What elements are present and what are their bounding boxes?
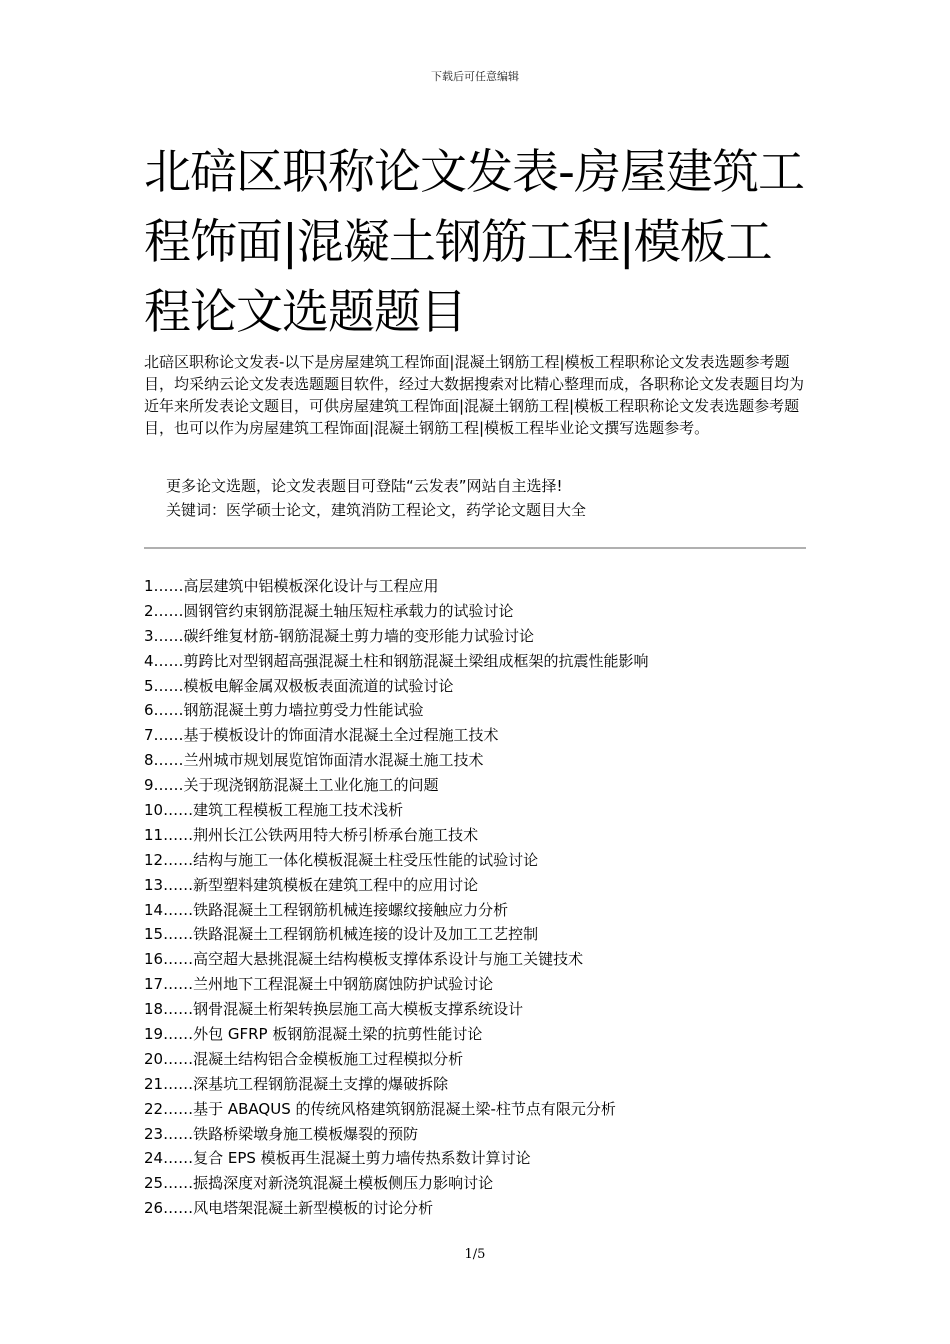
- topic-item: 24……复合 EPS 模板再生混凝土剪力墙传热系数计算讨论: [144, 1149, 531, 1168]
- topic-item: 13……新型塑料建筑模板在建筑工程中的应用讨论: [144, 875, 479, 894]
- topic-item: 21……深基坑工程钢筋混凝土支撑的爆破拆除: [144, 1074, 449, 1093]
- topic-item: 23……铁路桥梁墩身施工模板爆裂的预防: [144, 1124, 419, 1143]
- topic-item: 12……结构与施工一体化模板混凝土柱受压性能的试验讨论: [144, 850, 539, 869]
- topic-item: 3……碳纤维复材筋-钢筋混凝土剪力墙的变形能力试验讨论: [144, 626, 534, 645]
- more-topics-note: 更多论文选题，论文发表题目可登陆“云发表”网站自主选择!: [166, 477, 563, 495]
- topic-item: 2……圆钢管约束钢筋混凝土轴压短柱承载力的试验讨论: [144, 601, 514, 620]
- topic-item: 16……高空超大悬挑混凝土结构模板支撑体系设计与施工关键技术: [144, 950, 584, 969]
- topic-item: 10……建筑工程模板工程施工技术浅析: [144, 801, 404, 820]
- document-title: 北碚区职称论文发表-房屋建筑工程饰面|混凝土钢筋工程|模板工程论文选题题目: [144, 145, 804, 340]
- topic-item: 14……铁路混凝土工程钢筋机械连接螺纹接触应力分析: [144, 900, 509, 919]
- topic-item: 25……振捣深度对新浇筑混凝土模板侧压力影响讨论: [144, 1174, 494, 1193]
- topic-item: 4……剪跨比对型钢超高强混凝土柱和钢筋混凝土梁组成框架的抗震性能影响: [144, 651, 649, 670]
- page-number: 1/5: [464, 1247, 486, 1262]
- topic-item: 17……兰州地下工程混凝土中钢筋腐蚀防护试验讨论: [144, 975, 494, 994]
- topic-item: 6……钢筋混凝土剪力墙拉剪受力性能试验: [144, 701, 424, 720]
- topic-item: 1……高层建筑中铝模板深化设计与工程应用: [144, 577, 439, 595]
- section-divider: [144, 547, 806, 549]
- topic-item: 26……风电塔架混凝土新型模板的讨论分析: [144, 1199, 434, 1218]
- topic-item: 9……关于现浇钢筋混凝土工业化施工的问题: [144, 776, 439, 795]
- topic-item: 8……兰州城市规划展览馆饰面清水混凝土施工技术: [144, 751, 484, 770]
- topic-item: 15……铁路混凝土工程钢筋机械连接的设计及加工工艺控制: [144, 925, 539, 944]
- topic-item: 11……荆州长江公铁两用特大桥引桥承台施工技术: [144, 825, 479, 844]
- topic-item: 18……钢骨混凝土桁架转换层施工高大模板支撑系统设计: [144, 1000, 524, 1019]
- topic-item: 19……外包 GFRP 板钢筋混凝土梁的抗剪性能讨论: [144, 1025, 483, 1044]
- topic-item: 20……混凝土结构铝合金模板施工过程模拟分析: [144, 1049, 464, 1068]
- keywords-line: 关键词：医学硕士论文，建筑消防工程论文，药学论文题目大全: [166, 501, 587, 519]
- topic-item: 22……基于 ABAQUS 的传统风格建筑钢筋混凝土梁-柱节点有限元分析: [144, 1099, 616, 1118]
- intro-paragraph: 北碚区职称论文发表-以下是房屋建筑工程饰面|混凝土钢筋工程|模板工程职称论文发表选题参考题目，均采纳云论文发表选题题目软件，经过大数据搜索对比精心整理而成，各职称论文发表题目均为近年来所发表论文题目，可供房屋建筑工程饰面|混凝土钢筋工程|模板工程职称论文发表选题参考题目，也可以作为房屋建筑工程饰面|混凝土钢筋工程|模板工程毕业论文撰写选题参考。: [144, 353, 805, 437]
- header-note: 下载后可任意编辑: [431, 70, 519, 83]
- topic-item: 7……基于模板设计的饰面清水混凝土全过程施工技术: [144, 726, 499, 745]
- topic-item: 5……模板电解金属双极板表面流道的试验讨论: [144, 676, 454, 695]
- topic-list: [144, 574, 806, 1221]
